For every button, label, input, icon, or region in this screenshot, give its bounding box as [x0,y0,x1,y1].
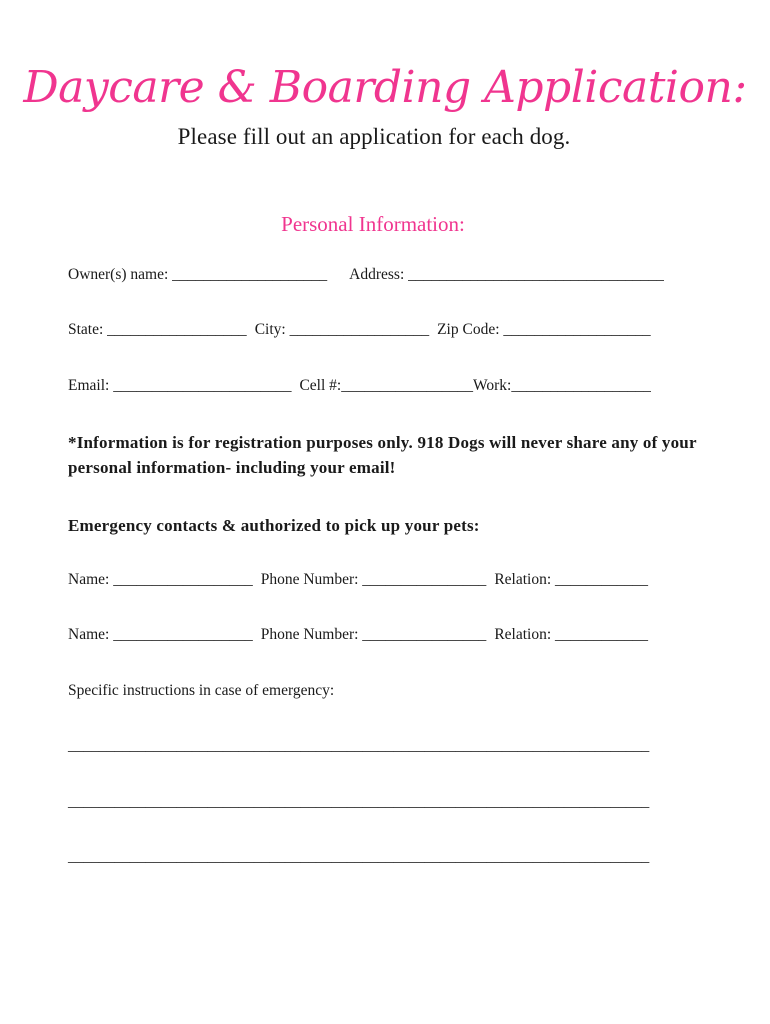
personal-info-heading: Personal Information: [281,212,465,236]
emergency-instructions-line[interactable]: ___________________________________________________________________________ [68,737,650,754]
work-field[interactable]: Work:__________________ [472,377,651,394]
zip-code-field[interactable]: Zip Code: ___________________ [437,321,651,338]
emergency-instructions-label: Specific instructions in case of emergency: [68,682,335,699]
address-field[interactable]: Address: _________________________________ [349,266,664,283]
emergency-phone-field[interactable]: Phone Number: ________________ [260,626,487,643]
emergency-instructions-line[interactable]: ___________________________________________________________________________ [68,793,650,810]
form-subtitle: Please fill out an application for each dog. [177,124,571,149]
emergency-contacts-heading: Emergency contacts & authorized to pick up your pets: [68,516,480,535]
emergency-name-field[interactable]: Name: __________________ [68,571,253,588]
emergency-contact-row [68,571,648,589]
email-field[interactable]: Email: _______________________ [68,377,292,394]
emergency-instructions-line[interactable]: ___________________________________________________________________________ [68,848,650,865]
emergency-phone-field[interactable]: Phone Number: ________________ [260,571,487,588]
form-title: Daycare & Boarding Application: [23,62,747,113]
emergency-relation-field[interactable]: Relation: ____________ [494,626,649,643]
contact-row [68,377,651,395]
emergency-relation-field[interactable]: Relation: ____________ [494,571,649,588]
cell-field[interactable]: Cell #:_________________ [299,377,473,394]
state-city-zip-row [68,321,651,339]
privacy-note: *Information is for registration purposes only. 918 Dogs will never share any of your personal information- including your email! [68,433,697,477]
emergency-contact-row [68,626,648,644]
emergency-name-field[interactable]: Name: __________________ [68,626,253,643]
state-field[interactable]: State: __________________ [68,321,247,338]
city-field[interactable]: City: __________________ [254,321,430,338]
owner-name-field[interactable]: Owner(s) name: ____________________ [68,266,328,283]
owner-address-row [68,266,664,284]
